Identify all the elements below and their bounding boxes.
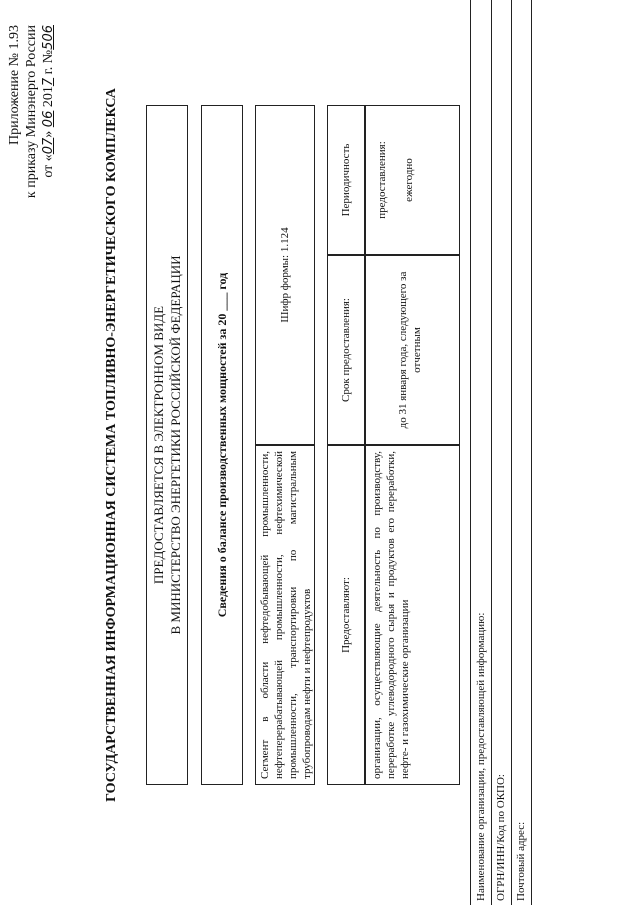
submission-line-2: В МИНИСТЕРСТВО ЭНЕРГЕТИКИ РОССИЙСКОЙ ФЕДЕРАЦИИ bbox=[168, 255, 183, 635]
form-code-cell bbox=[255, 105, 315, 445]
periodicity-value: ежегодно bbox=[365, 105, 460, 255]
divider-2 bbox=[511, 0, 512, 905]
header-periodicity: Периодичность предоставления: bbox=[327, 105, 365, 255]
order-date: от «07» 06 2017 г. №506 bbox=[41, 25, 56, 178]
segment-text: Сегмент в области нефтедобывающей промышленности, нефтеперерабатывающей промышленности, нефтехимической промышленности, транспортировки по магистральным трубопроводам нефти и нефтепродуктов bbox=[259, 451, 313, 779]
order-number: 506 bbox=[41, 25, 56, 50]
org-name-label: Наименование организации, предоставляющей информацию: bbox=[475, 612, 487, 901]
date-month: 06 bbox=[41, 110, 56, 128]
divider-3 bbox=[531, 0, 532, 905]
header-providers: Предоставляют: bbox=[327, 445, 365, 785]
order-reference: к приказу Минэнерго России bbox=[24, 25, 39, 199]
date-day: 07 bbox=[41, 137, 56, 155]
form-code: Шифр формы: 1.124 bbox=[279, 227, 291, 323]
form-title-box bbox=[201, 105, 243, 785]
providers-value: организации, осуществляющие деятельность по производству, переработке углеводородного сырья и продуктов его переработки, нефте- и газохимические организации bbox=[365, 445, 460, 785]
submission-line-1: ПРЕДОСТАВЛЯЕТСЯ В ЭЛЕКТРОННОМ ВИДЕ bbox=[151, 305, 166, 585]
divider-1 bbox=[491, 0, 492, 905]
deadline-value: до 31 января года, следующего за отчетным bbox=[365, 255, 460, 445]
date-year-digit: 7 bbox=[41, 77, 56, 87]
segment-cell bbox=[255, 445, 315, 785]
appendix-title: Приложение № 1.93 bbox=[7, 25, 22, 145]
system-title: ГОСУДАРСТВЕННАЯ ИНФОРМАЦИОННАЯ СИСТЕМА ТОПЛИВНО-ЭНЕРГЕТИЧЕСКОГО КОМПЛЕКСА bbox=[104, 88, 119, 802]
submission-box bbox=[146, 105, 188, 785]
ogrn-label: ОГРН/ИНН/Код по ОКПО: bbox=[495, 774, 507, 901]
form-title: Сведения о балансе производственных мощностей за 20 ___ год bbox=[215, 272, 229, 618]
header-deadline: Срок предоставления: bbox=[327, 255, 365, 445]
appendix-header bbox=[6, 25, 57, 255]
address-label: Почтовый адрес: bbox=[515, 821, 527, 901]
